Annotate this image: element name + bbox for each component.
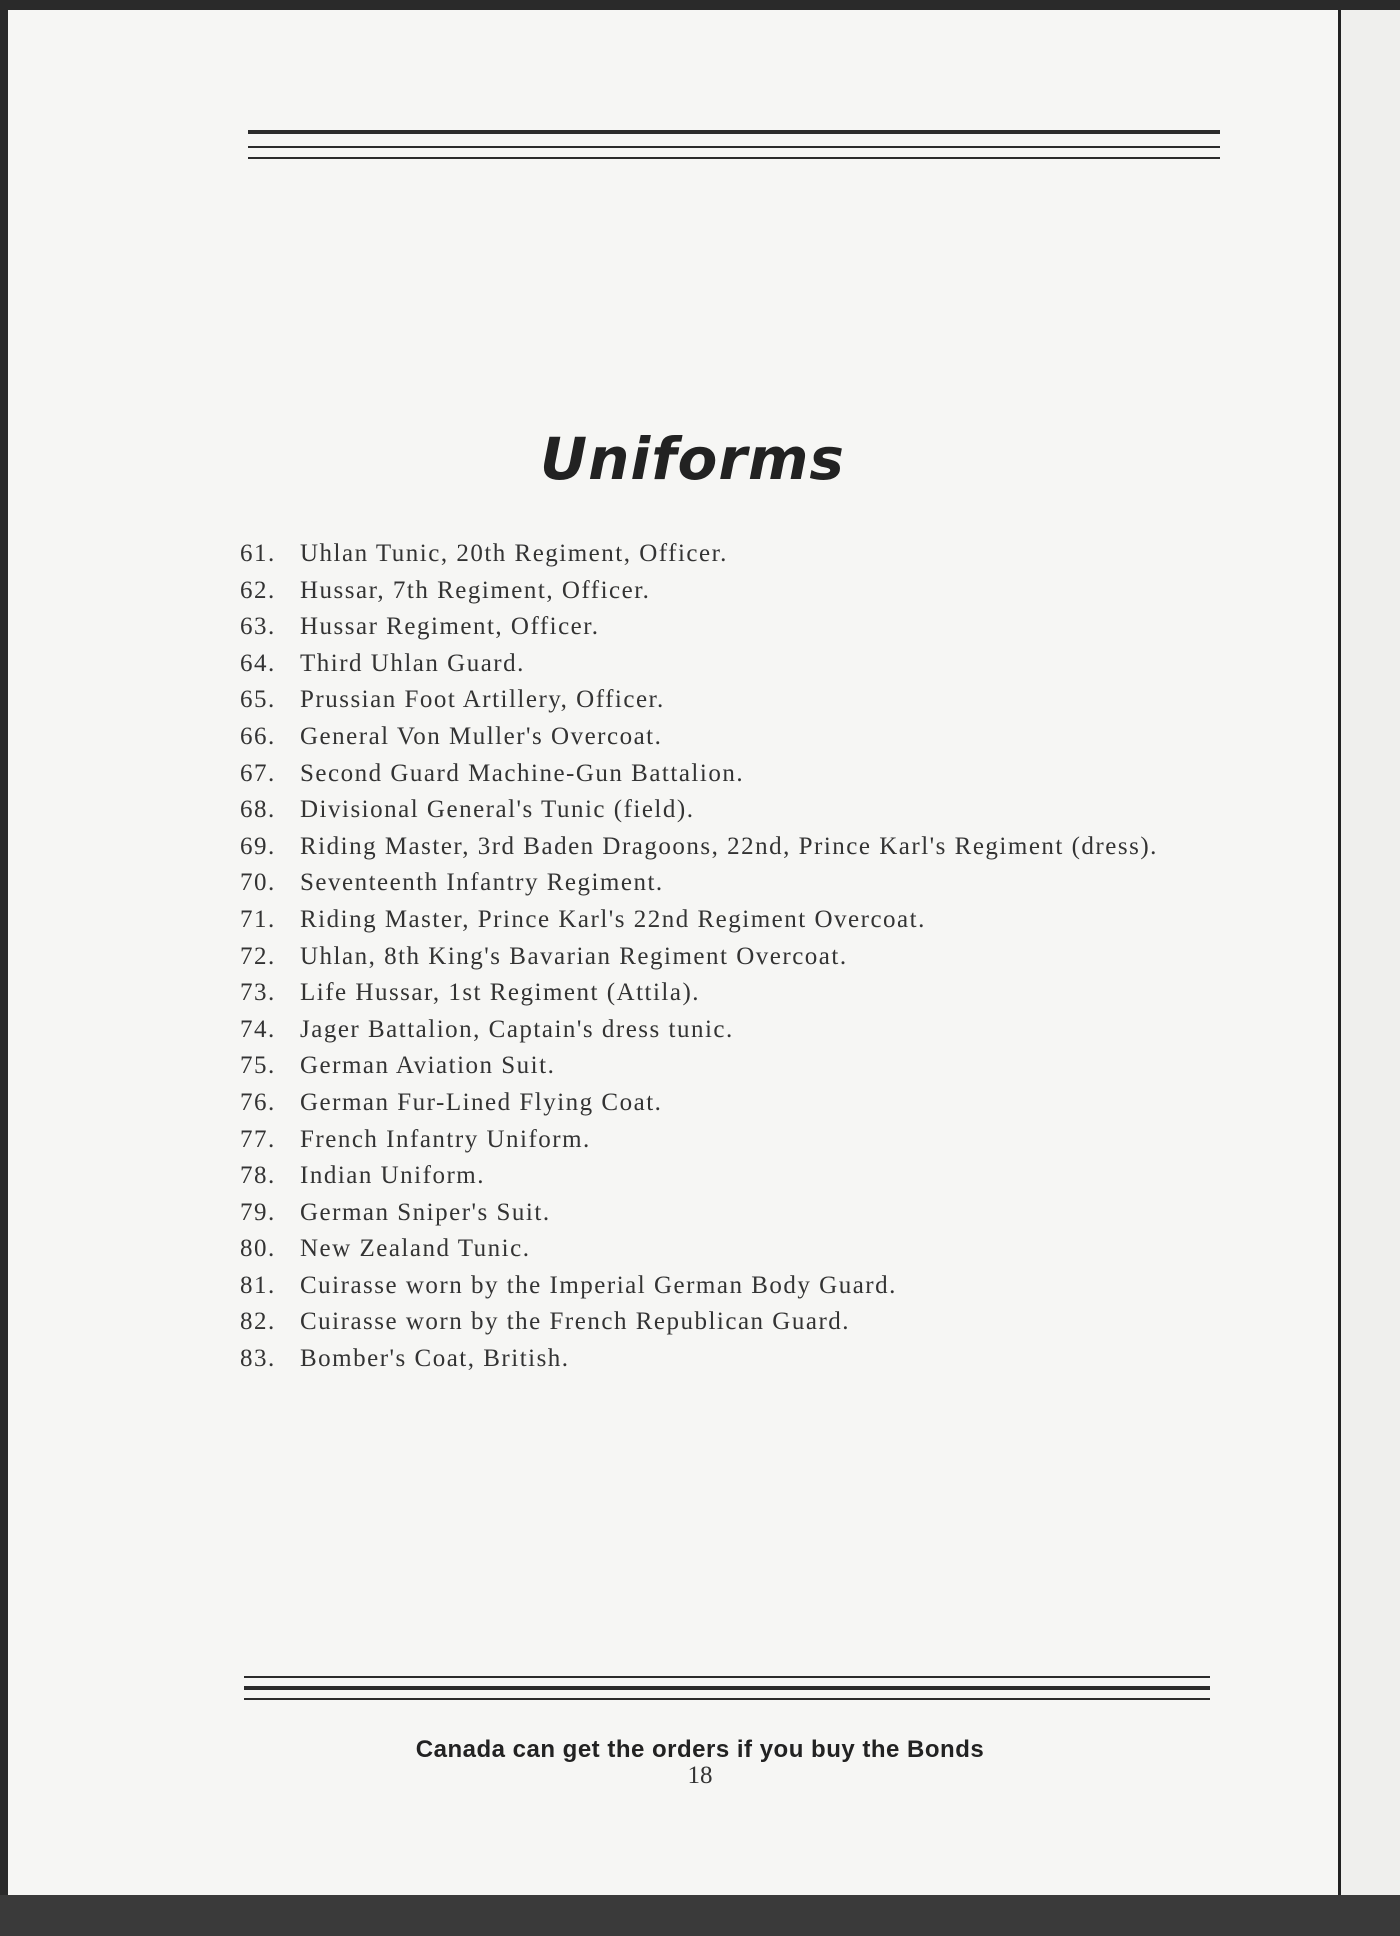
item-number: 79. [240, 1198, 276, 1226]
item-number: 80. [240, 1235, 276, 1263]
list-item [240, 1085, 1225, 1122]
list-item [240, 902, 1225, 939]
item-number: 74. [240, 1015, 276, 1043]
item-number: 82. [240, 1308, 276, 1336]
list-item [240, 1012, 1225, 1049]
item-text: Bomber's Coat, British. [300, 1345, 570, 1373]
item-number: 64. [240, 649, 276, 677]
list-item [240, 792, 1225, 829]
list-item [240, 682, 1225, 719]
item-text: Jager Battalion, Captain's dress tunic. [300, 1015, 734, 1043]
list-item [240, 1195, 1225, 1232]
list-item [240, 609, 1225, 646]
next-page-edge [1338, 10, 1400, 1895]
item-number: 69. [240, 832, 276, 860]
page-title: Uniforms [540, 425, 845, 493]
item-text: Divisional General's Tunic (field). [300, 796, 695, 824]
item-text: Seventeenth Infantry Regiment. [300, 869, 664, 897]
list-item [240, 939, 1225, 976]
item-text: Cuirasse worn by the Imperial German Body Guard. [300, 1271, 897, 1299]
item-number: 63. [240, 613, 276, 641]
item-text: Life Hussar, 1st Regiment (Attila). [300, 979, 701, 1007]
list-item [240, 646, 1225, 683]
item-text: Uhlan Tunic, 20th Regiment, Officer. [300, 540, 728, 567]
list-item [240, 756, 1225, 793]
item-text: Indian Uniform. [300, 1162, 485, 1190]
item-number: 76. [240, 1088, 276, 1116]
item-number: 61. [240, 540, 276, 567]
item-number: 70. [240, 869, 276, 897]
item-number: 78. [240, 1162, 276, 1190]
list-item [240, 1122, 1225, 1159]
list-item [240, 719, 1225, 756]
item-text: Cuirasse worn by the French Republican Guard. [300, 1308, 851, 1336]
list-item [240, 1341, 1225, 1378]
list-item [240, 975, 1225, 1012]
item-text: German Sniper's Suit. [300, 1198, 551, 1226]
uniform-list [240, 536, 1225, 1378]
item-text: Second Guard Machine-Gun Battalion. [300, 759, 745, 787]
list-item [240, 1304, 1225, 1341]
list-item [240, 1268, 1225, 1305]
item-text: Riding Master, 3rd Baden Dragoons, 22nd, Prince Karl's Regiment (dress). [300, 832, 1158, 860]
footer-motto: Canada can get the orders if you buy the Bonds [415, 1736, 985, 1763]
item-number: 66. [240, 722, 276, 750]
item-number: 71. [240, 905, 276, 933]
list-item [240, 829, 1225, 866]
item-number: 72. [240, 942, 276, 970]
list-item [240, 865, 1225, 902]
item-number: 77. [240, 1125, 276, 1153]
item-text: Prussian Foot Artillery, Officer. [300, 686, 665, 714]
list-item [240, 573, 1225, 610]
item-number: 62. [240, 576, 276, 604]
item-text: General Von Muller's Overcoat. [300, 722, 663, 750]
item-text: German Fur-Lined Flying Coat. [300, 1088, 663, 1116]
item-number: 73. [240, 979, 276, 1007]
item-text: Riding Master, Prince Karl's 22nd Regiment Overcoat. [300, 905, 926, 933]
list-item [240, 1231, 1225, 1268]
list-item [240, 1048, 1225, 1085]
item-number: 65. [240, 686, 276, 714]
list-item [240, 1158, 1225, 1195]
item-number: 75. [240, 1052, 276, 1080]
item-number: 68. [240, 796, 276, 824]
item-number: 67. [240, 759, 276, 787]
list-item [240, 536, 1225, 573]
item-text: Hussar Regiment, Officer. [300, 613, 600, 641]
item-number: 83. [240, 1345, 276, 1373]
item-text: French Infantry Uniform. [300, 1125, 591, 1153]
scan-border [0, 1895, 1400, 1936]
item-text: New Zealand Tunic. [300, 1235, 531, 1263]
page-number: 18 [687, 1762, 713, 1789]
item-text: German Aviation Suit. [300, 1052, 556, 1080]
item-text: Hussar, 7th Regiment, Officer. [300, 576, 651, 604]
item-text: Third Uhlan Guard. [300, 649, 525, 677]
item-number: 81. [240, 1271, 276, 1299]
item-text: Uhlan, 8th King's Bavarian Regiment Overcoat. [300, 942, 848, 970]
